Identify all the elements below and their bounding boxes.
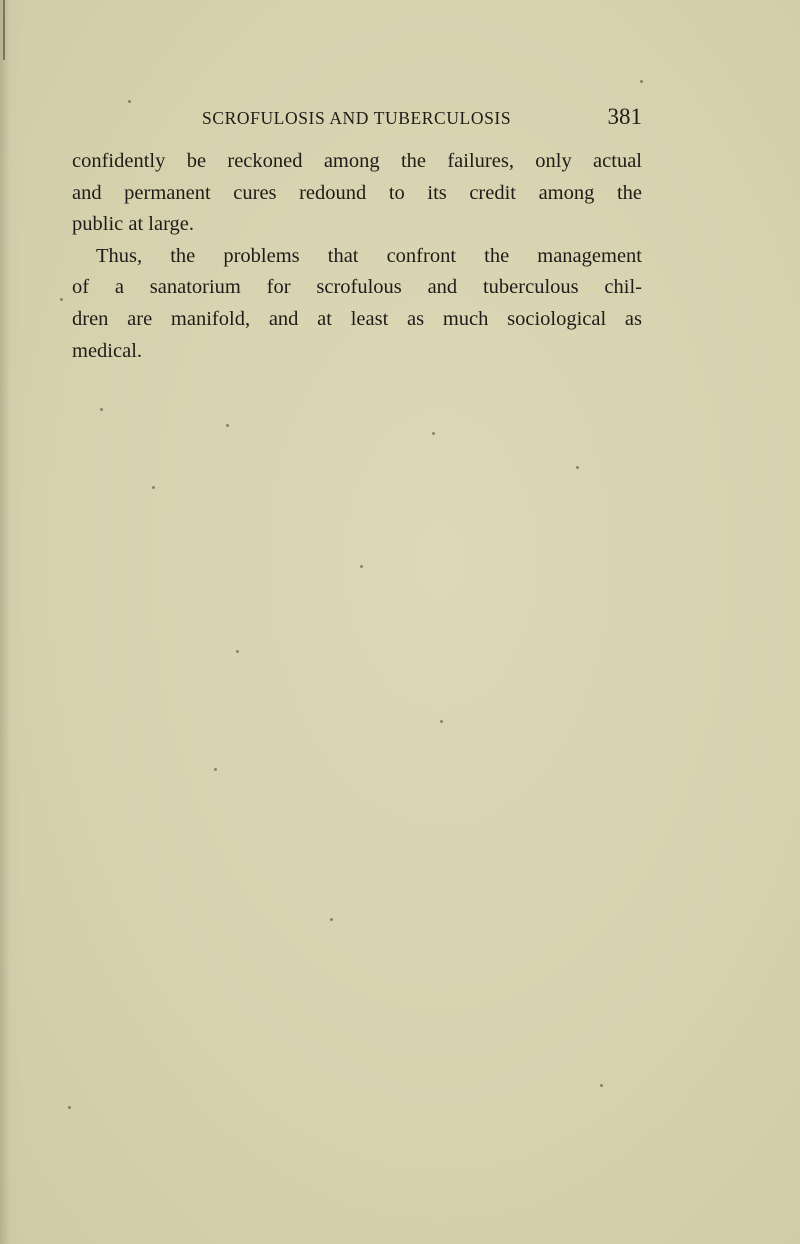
text-line: public at large. — [72, 213, 195, 236]
text-line: medical. — [72, 339, 143, 362]
paper-speck — [440, 720, 443, 723]
paper-speck — [100, 408, 103, 411]
text-line: of a sanatorium for scrofulous and tuberculous chil- — [72, 276, 642, 299]
paper-speck — [360, 565, 363, 568]
paper-speck — [576, 466, 579, 469]
paper-speck — [432, 432, 435, 435]
text-line: and permanent cures redound to its credit among the — [72, 181, 642, 204]
paper-speck — [640, 80, 643, 83]
paper-speck — [152, 486, 155, 489]
page-edge-line — [3, 0, 5, 60]
text-line: dren are manifold, and at least as much sociological as — [72, 307, 642, 330]
paragraph-1 — [72, 146, 642, 241]
paper-speck — [330, 918, 333, 921]
paper-speck — [214, 768, 217, 771]
paragraph-2 — [72, 241, 642, 367]
paper-speck — [226, 424, 229, 427]
page-number: 381 — [607, 104, 642, 129]
paper-speck — [60, 298, 63, 301]
running-title: SCROFULOSIS AND TUBERCULOSIS — [202, 108, 512, 128]
text-line: Thus, the problems that confront the management — [96, 244, 642, 267]
body-text — [72, 146, 642, 367]
paper-speck — [128, 100, 131, 103]
paper-speck — [236, 650, 239, 653]
running-header — [202, 104, 642, 134]
text-line: confidently be reckoned among the failures, only actual — [72, 150, 642, 172]
paper-speck — [68, 1106, 71, 1109]
paper-speck — [600, 1084, 603, 1087]
